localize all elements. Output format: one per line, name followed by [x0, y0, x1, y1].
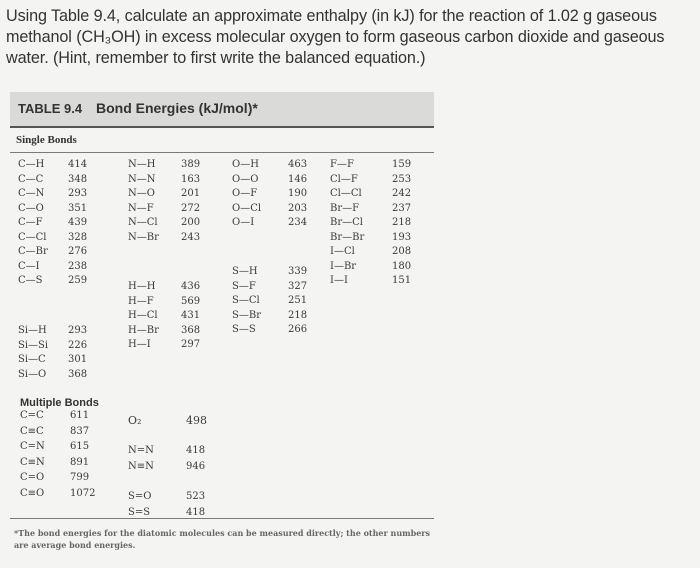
bond-label: O—O [232, 173, 259, 185]
bond-row [330, 202, 412, 214]
bond-energy-value: 243 [181, 231, 201, 243]
bond-row [18, 368, 88, 380]
bond-label: Cl—F [330, 173, 358, 185]
bond-label: N—Cl [128, 217, 158, 228]
bond-label: Br—F [330, 202, 360, 214]
bond-label: H—Br [128, 324, 159, 336]
bond-label: N—F [128, 202, 154, 214]
bond-label: Si—Si [18, 339, 49, 351]
bond-energy-value: 301 [68, 354, 88, 365]
bond-energy-value: 272 [181, 202, 201, 214]
bond-energy-value: 328 [68, 231, 88, 243]
bond-energy-value: 436 [181, 281, 201, 292]
bond-row [18, 354, 88, 365]
bond-energy-value: 297 [181, 339, 201, 350]
bond-energy-value: 414 [68, 159, 88, 170]
bond-label: C—O [18, 202, 44, 214]
bond-label: C—H [18, 159, 45, 170]
bond-row [232, 217, 308, 228]
bond-label: C≡C [20, 425, 44, 437]
bond-row [18, 202, 88, 214]
bond-label: C≡N [20, 456, 45, 468]
bond-energy-value: 276 [68, 246, 88, 257]
bond-row [20, 410, 90, 421]
bond-energy-value: 368 [68, 368, 88, 380]
bond-label: C—N [18, 188, 45, 199]
bond-row [128, 231, 201, 243]
bond-energy-value: 611 [70, 410, 90, 421]
bond-energy-value: 251 [288, 295, 308, 306]
bond-row [18, 159, 88, 170]
bond-energy-value: 418 [186, 445, 206, 456]
bond-energy-value: 293 [68, 188, 88, 199]
bond-label: C—I [18, 260, 40, 272]
bond-row [232, 309, 308, 321]
bond-label: Si—H [18, 325, 47, 336]
bond-energy-value: 351 [68, 202, 88, 214]
bond-label: H—H [128, 281, 156, 292]
bond-label: N≡N [128, 460, 154, 472]
o2-bond [128, 414, 207, 427]
bond-label: O—F [232, 188, 258, 199]
bond-energy-value: 238 [68, 260, 88, 272]
question-body: Using Table 9.4, calculate an approximate enthalpy (in kJ) for the reaction of 1.02 g gaseous methanol (CH₃OH) in excess molecular oxygen to form gaseous carbon dioxide and gaseous water. (Hint, remember to first write the balanced equation.) [6, 7, 665, 67]
o2-label: O₂ [128, 414, 142, 427]
bond-row [232, 324, 308, 335]
bond-energy-value: 615 [70, 441, 90, 452]
bond-row [128, 173, 201, 185]
bond-row [232, 295, 308, 306]
bond-label: C=O [20, 472, 45, 483]
bond-energy-value: 253 [392, 173, 412, 185]
bond-energy-value: 159 [392, 159, 412, 170]
bond-energy-value: 193 [392, 231, 412, 243]
bond-label: N=N [128, 445, 154, 456]
table-number: TABLE 9.4 [18, 101, 83, 116]
bond-energy-value: 218 [288, 309, 308, 321]
bond-row [128, 202, 201, 214]
bond-row [20, 425, 90, 437]
bond-energy-value: 569 [181, 295, 201, 307]
bond-label: C—F [18, 217, 43, 228]
bond-label: C=N [20, 441, 45, 452]
bond-energy-value: 208 [392, 246, 412, 257]
bond-row [330, 173, 412, 185]
bond-row [330, 188, 412, 199]
bond-energy-value: 431 [181, 310, 201, 321]
bond-label: O—Cl [232, 202, 262, 214]
bond-row [232, 266, 308, 277]
single-bonds-heading: Single Bonds [16, 134, 77, 146]
bond-row [128, 324, 201, 336]
single-bonds-rule [10, 152, 434, 153]
bond-label: H—I [128, 339, 151, 350]
bond-energy-value: 180 [392, 260, 412, 272]
multiple-bonds-heading: Multiple Bonds [20, 397, 99, 409]
bond-energy-value: 368 [181, 324, 201, 336]
bond-label: I—Br [330, 260, 357, 272]
bond-label: S—Br [232, 309, 261, 321]
bond-energy-value: 163 [181, 173, 201, 185]
bond-row [18, 339, 88, 351]
bond-row [128, 281, 201, 292]
bond-energy-value: 151 [392, 275, 412, 286]
bond-energy-value: 463 [288, 159, 308, 170]
bond-row [20, 487, 96, 499]
bond-energy-value: 237 [392, 202, 412, 214]
table-footnote: *The bond energies for the diatomic molecules can be measured directly; the other numbers are average bond energies. [14, 528, 431, 550]
bond-label: C—Br [18, 246, 48, 257]
bond-row [20, 441, 90, 452]
question-text [6, 6, 694, 69]
bond-row [330, 246, 412, 257]
bond-row [128, 339, 201, 350]
bond-row [330, 159, 412, 170]
bond-label: Cl—Cl [330, 188, 362, 199]
bond-energy-value: 339 [288, 266, 308, 277]
bond-energy-value: 218 [392, 217, 412, 228]
bond-label: O—I [232, 217, 255, 228]
bond-row [330, 260, 412, 272]
bond-label: I—Cl [330, 246, 355, 257]
bond-energy-value: 190 [288, 188, 308, 199]
bond-row [18, 260, 88, 272]
bond-row [128, 506, 206, 518]
bond-row [20, 456, 90, 468]
bond-label: C—Cl [18, 231, 47, 243]
bond-row [18, 246, 88, 257]
bond-label: I—I [330, 275, 348, 286]
bond-energy-value: 146 [288, 173, 308, 185]
bond-row [128, 188, 201, 199]
bond-energy-value: 242 [392, 188, 412, 199]
bond-energy-value: 259 [68, 275, 88, 286]
bond-row [232, 188, 308, 199]
bond-row [128, 295, 201, 307]
bond-row [330, 231, 412, 243]
table-title: Bond Energies (kJ/mol)* [96, 100, 258, 116]
bond-row [128, 460, 206, 472]
bond-row [128, 310, 201, 321]
o2-value: 498 [186, 414, 207, 427]
bond-energy-value: 203 [288, 202, 308, 214]
bond-row [20, 472, 90, 483]
bond-energy-value: 799 [70, 472, 90, 483]
bond-energy-value: 266 [288, 324, 308, 335]
bond-label: H—F [128, 295, 154, 307]
bond-energy-value: 348 [68, 173, 88, 185]
bond-row [18, 325, 88, 336]
bond-label: N—H [128, 159, 156, 170]
bond-row [232, 173, 308, 185]
bond-energy-value: 439 [68, 217, 88, 228]
bond-row [330, 217, 412, 228]
bond-row [128, 159, 201, 170]
bond-energy-value: 837 [70, 425, 90, 437]
bond-row [128, 445, 206, 456]
bond-label: S—S [232, 324, 256, 335]
bond-energy-value: 200 [181, 217, 201, 228]
bond-energy-value: 891 [70, 456, 90, 468]
bond-energy-value: 418 [186, 506, 206, 518]
bond-label: O—H [232, 159, 259, 170]
bond-label: S=O [128, 491, 152, 502]
bond-energy-value: 201 [181, 188, 201, 199]
bond-label: C—C [18, 173, 44, 185]
bond-label: Br—Br [330, 231, 365, 243]
bond-label: S—Cl [232, 295, 260, 306]
bond-label: S=S [128, 506, 151, 518]
bond-energy-value: 389 [181, 159, 201, 170]
bond-row [330, 275, 412, 286]
bond-label: S—F [232, 280, 256, 292]
bond-label: Si—C [18, 354, 46, 365]
bond-label: N—O [128, 188, 155, 199]
bond-row [18, 275, 88, 286]
bond-energy-value: 946 [186, 460, 206, 472]
bond-row [128, 491, 206, 502]
bond-energy-value: 293 [68, 325, 88, 336]
bond-row [128, 217, 201, 228]
bond-row [18, 231, 88, 243]
bond-label: Br—Cl [330, 217, 363, 228]
bond-row [18, 173, 88, 185]
bond-energy-value: 1072 [70, 487, 96, 499]
bond-row [232, 202, 308, 214]
bond-label: S—H [232, 266, 258, 277]
bond-row [232, 159, 308, 170]
bond-energy-value: 234 [288, 217, 308, 228]
bond-label: C—S [18, 275, 43, 286]
bond-label: N—Br [128, 231, 159, 243]
bond-row [18, 217, 88, 228]
bond-energy-value: 327 [288, 280, 308, 292]
bond-label: C=C [20, 410, 44, 421]
bond-row [18, 188, 88, 199]
bond-label: C≡O [20, 487, 45, 499]
table-bottom-rule [10, 518, 434, 519]
bond-label: N—N [128, 173, 156, 185]
bond-label: Si—O [18, 368, 47, 380]
bond-energy-value: 226 [68, 339, 88, 351]
bond-row [232, 280, 308, 292]
bond-label: F—F [330, 159, 354, 170]
bond-label: H—Cl [128, 310, 158, 321]
bond-energy-value: 523 [186, 491, 206, 502]
table-top-rule [10, 126, 434, 128]
